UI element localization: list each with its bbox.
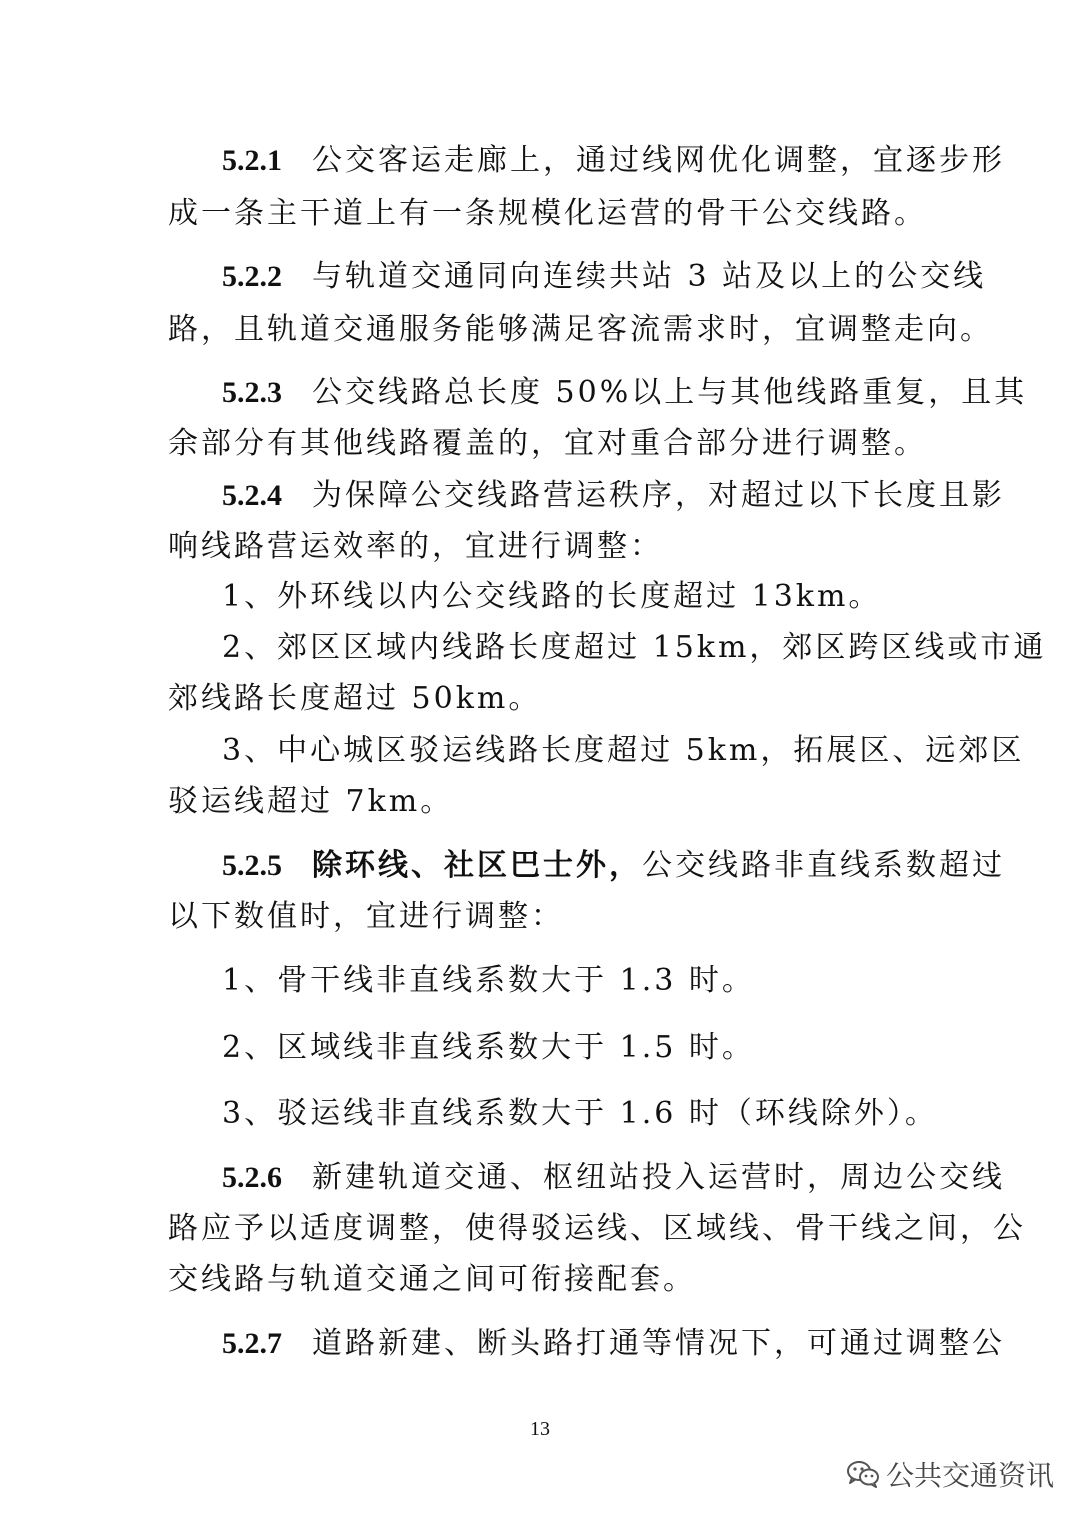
section-5-2-2-line-2: 路，且轨道交通服务能够满足客流需求时，宜调整走向。: [168, 312, 993, 347]
section-number: 5.2.6: [222, 1161, 282, 1194]
list-item-continuation: 郊线路长度超过 50km。: [168, 681, 542, 716]
list-item: 1、外环线以内公交线路的长度超过 13km。: [222, 579, 882, 614]
section-bold-text: 除环线、社区巴士外，: [312, 848, 642, 883]
section-5-2-6-line-3: 交线路与轨道交通之间可衔接配套。: [168, 1262, 696, 1297]
section-text: 公交线路总长度 50%以上与其他线路重复，且其: [312, 375, 1028, 410]
list-item-continuation: 驳运线超过 7km。: [168, 784, 454, 819]
section-text: 公交客运走廊上，通过线网优化调整，宜逐步形: [312, 143, 1005, 178]
list-item: 3、驳运线非直线系数大于 1.6 时（环线除外）。: [222, 1096, 938, 1131]
page-number: 13: [530, 1418, 550, 1440]
section-5-2-4-line-2: 响线路营运效率的，宜进行调整：: [168, 529, 663, 564]
section-5-2-1-line-1: [222, 141, 1005, 181]
section-number: 5.2.1: [222, 144, 282, 177]
section-text: 公交线路非直线系数超过: [642, 848, 1005, 883]
section-5-2-6-line-2: 路应予以适度调整，使得驳运线、区域线、骨干线之间，公: [168, 1211, 1026, 1246]
watermark: [846, 1457, 1054, 1491]
watermark-text: 公共交通资讯: [886, 1459, 1055, 1492]
section-number: 5.2.2: [222, 260, 282, 293]
wechat-icon: [846, 1460, 880, 1488]
section-5-2-3-line-1: [222, 373, 1028, 413]
list-item: 3、中心城区驳运线路长度超过 5km，拓展区、远郊区: [222, 733, 1025, 768]
section-5-2-1-line-2: 成一条主干道上有一条规模化运营的骨干公交线路。: [168, 196, 927, 231]
section-5-2-5-line-2: 以下数值时，宜进行调整：: [168, 899, 564, 934]
list-item: 2、郊区区域内线路长度超过 15km，郊区跨区线或市通: [222, 630, 1047, 665]
section-text: 为保障公交线路营运秩序，对超过以下长度且影: [312, 478, 1005, 513]
section-5-2-3-line-2: 余部分有其他线路覆盖的，宜对重合部分进行调整。: [168, 426, 927, 461]
section-number: 5.2.4: [222, 479, 282, 512]
list-item: 2、区域线非直线系数大于 1.5 时。: [222, 1030, 755, 1065]
section-5-2-2-line-1: [222, 257, 987, 297]
section-text: 新建轨道交通、枢纽站投入运营时，周边公交线: [312, 1160, 1005, 1195]
section-text: 与轨道交通同向连续共站 3 站及以上的公交线: [312, 259, 987, 294]
section-text: 道路新建、断头路打通等情况下，可通过调整公: [312, 1326, 1005, 1361]
section-number: 5.2.5: [222, 849, 282, 882]
section-5-2-5-line-1: [222, 846, 1005, 886]
list-item: 1、骨干线非直线系数大于 1.3 时。: [222, 963, 755, 998]
section-5-2-4-line-1: [222, 476, 1005, 516]
section-number: 5.2.7: [222, 1327, 282, 1360]
section-number: 5.2.3: [222, 376, 282, 409]
section-5-2-7-line-1: [222, 1324, 1005, 1364]
section-5-2-6-line-1: [222, 1158, 1005, 1198]
